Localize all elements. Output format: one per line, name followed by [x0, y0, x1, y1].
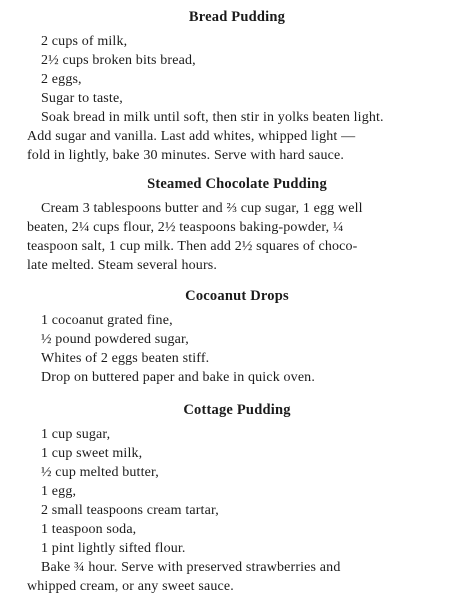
ingredient-line: ½ cup melted butter,	[41, 465, 159, 480]
ingredient-line: 1 cup sweet milk,	[41, 446, 143, 461]
direction-line: Bake ¾ hour. Serve with preserved strawberries and	[41, 560, 341, 575]
direction-line: Add sugar and vanilla. Last add whites, whipped light —	[27, 129, 356, 144]
ingredient-line: Whites of 2 eggs beaten stiff.	[41, 351, 210, 366]
ingredient-line: 1 cocoanut grated fine,	[41, 313, 173, 328]
recipe-cocoanut-drops	[27, 287, 447, 387]
ingredient-line: 2 eggs,	[41, 72, 82, 87]
direction-line: beaten, 2¼ cups flour, 2½ teaspoons baking-powder, ¼	[27, 220, 344, 235]
direction-line: whipped cream, or any sweet sauce.	[27, 579, 234, 594]
direction-line: late melted. Steam several hours.	[27, 258, 217, 273]
ingredient-line: ½ pound powdered sugar,	[41, 332, 189, 347]
ingredient-line: 2 small teaspoons cream tartar,	[41, 503, 219, 518]
direction-line: Soak bread in milk until soft, then stir in yolks beaten light.	[41, 110, 384, 125]
recipe-title: Steamed Chocolate Pudding	[147, 176, 327, 192]
direction-line: teaspoon salt, 1 cup milk. Then add 2½ squares of choco-	[27, 239, 358, 254]
ingredient-line: 1 egg,	[41, 484, 77, 499]
direction-line: fold in lightly, bake 30 minutes. Serve with hard sauce.	[27, 148, 344, 163]
recipe-title: Cottage Pudding	[183, 402, 291, 418]
recipe-steamed-chocolate-pudding	[27, 175, 447, 275]
ingredient-line: 1 cup sugar,	[41, 427, 111, 442]
ingredient-line: Sugar to taste,	[41, 91, 123, 106]
direction-line: Cream 3 tablespoons butter and ⅔ cup sugar, 1 egg well	[41, 201, 363, 216]
recipe-title: Bread Pudding	[188, 9, 286, 25]
ingredient-line: 2 cups of milk,	[41, 34, 128, 49]
direction-line: Drop on buttered paper and bake in quick oven.	[41, 370, 315, 385]
ingredient-line: 2½ cups broken bits bread,	[41, 53, 196, 68]
ingredient-line: 1 teaspoon soda,	[41, 522, 137, 537]
recipe-title: Cocoanut Drops	[185, 288, 289, 304]
recipe-bread-pudding	[27, 8, 447, 165]
ingredient-line: 1 pint lightly sifted flour.	[41, 541, 186, 556]
recipe-cottage-pudding	[27, 401, 447, 596]
